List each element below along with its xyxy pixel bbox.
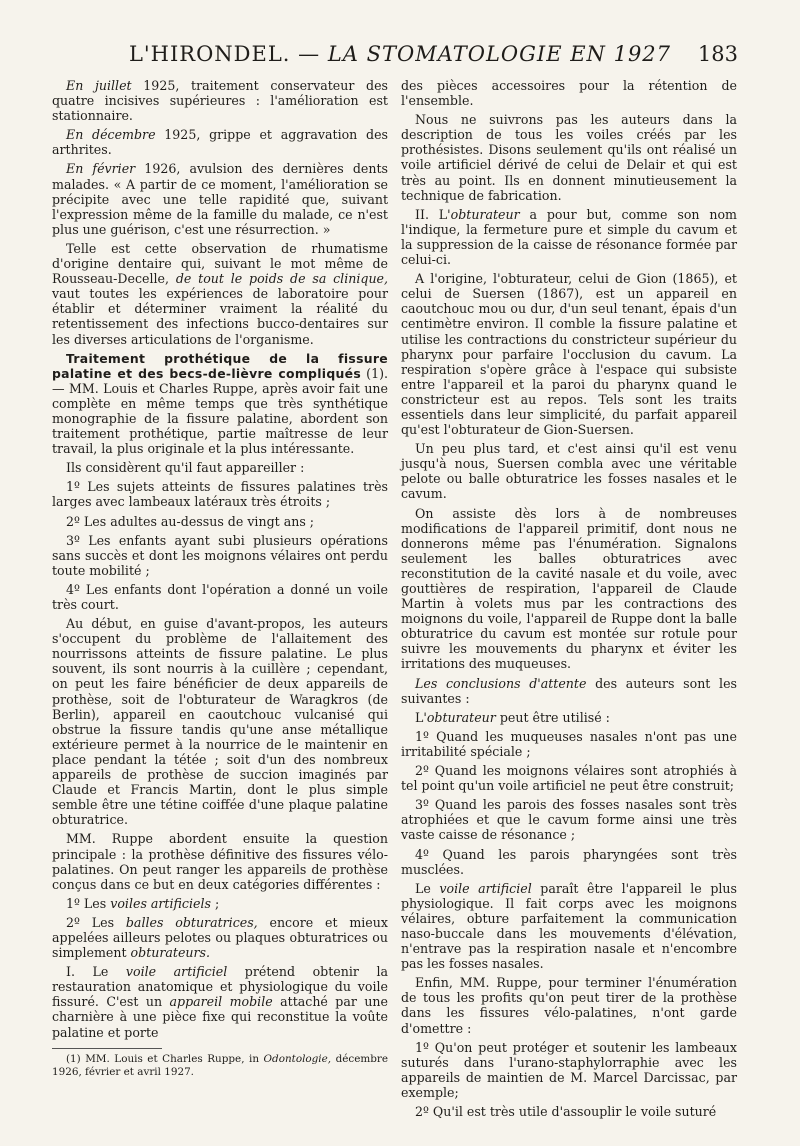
paragraph-text: 1925, traitement conservateur des quatre incisives supérieures : l'amélioration est stationnaire.: [52, 78, 389, 124]
paragraph-text: ;: [210, 895, 220, 911]
footnote-text: (1) MM. Louis et Charles Ruppe, in: [66, 1052, 264, 1065]
list-item: 2º Quand les moignons vélaires sont atrophiés à tel point qu'un voile artificiel ne peut être construit;: [401, 763, 737, 794]
paragraph: On assiste dès lors à de nombreuses modifications de l'appareil primitif, dont nous ne donnerons même pas l'énumération. Signalons seulement les balles obturatrices avec reconstitution de la cavité nasale et du voile, avec gouttières de respiration, l'appareil de Claude Martin à volets mus par les contractions des moignons du voile, l'appareil de Ruppe dont la balle obturatrice du cavum est montée sur rotule pour suivre les mouvements du pharynx et éviter les irritations des muqueuses.: [401, 505, 737, 672]
paragraph-text: prétend obtenir la restauration anatomique et physiologique du voile fissuré. C'est un: [52, 964, 388, 1010]
list-item: 1º Qu'on peut protéger et soutenir les lambeaux suturés dans l'urano-staphylorraphie avec les appareils de maintien de M. Marcel Darcissac, par exemple;: [401, 1039, 737, 1100]
paragraph: [52, 241, 388, 347]
paragraph: Ils considèrent qu'il faut appareiller :: [66, 460, 305, 476]
paragraph: A l'origine, l'obturateur, celui de Gion (1865), et celui de Suersen (1867), est un appareil en caoutchouc mou ou dur, d'un seul tenant, épais d'un centimètre environ. Il comble la fissure palatine et utilise les contractions du constricteur supérieur du pharynx pour parfaire l'occlusion du cavum. La respiration s'opère grâce à l'espace qui subsiste entre l'appareil et la paroi du pharynx quand le constricteur est au repos. Tels sont les traits essentiels dans leur simplicité, du parfait appareil qu'est l'obturateur de Gion-Suersen.: [401, 271, 737, 438]
list-item: 4º Les enfants dont l'opération a donné un voile très court.: [52, 581, 388, 612]
paragraph: Un peu plus tard, et c'est ainsi qu'il est venu jusqu'à nous, Suersen combla avec une véritable pelote ou balle obturatrice les fosses nasales et le cavum.: [401, 441, 737, 502]
emphasis: voiles artificiels: [110, 895, 211, 911]
emphasis: obturateur: [450, 206, 520, 222]
paragraph: [52, 78, 388, 123]
paragraph-text: attaché par une charnière à une pièce fixe qui reconstitue la voûte palatine et porte: [52, 994, 388, 1040]
emphasis: balles obturatrices,: [125, 914, 258, 930]
footnote: [52, 1053, 388, 1079]
emphasis: appareil mobile: [169, 994, 273, 1010]
paragraph: MM. Ruppe abordent ensuite la question principale : la prothèse définitive des fissures vélo-palatines. On peut ranger les appareils de prothèse conçus dans ce but en deux catégories différentes :: [52, 831, 388, 892]
paragraph: Au début, en guise d'avant-propos, les auteurs s'occupent du problème de l'allaitement des nourrissons atteints de fissure palatine. Le plus souvent, ils sont nourris à la cuillère ; cependant, on peut les faire bénéficier de deux appareils de prothèse, soit de l'obturateur de Waragkros (de Berlin), appareil en caoutchouc vulcanisé qui obstrue la fissure tandis qu'une anse métallique extérieure permet à la nourrice de le maintenir en place pendant la tétée ; soit d'un des nombreux appareils de prothèse de succion imaginés par Claude et Francis Martin, dont le plus simple semble être une tétine coiffée d'une plaque palatine obturatrice.: [52, 616, 388, 828]
emphasis: voile artificiel: [439, 880, 532, 896]
paragraph-text: des auteurs sont les suivantes :: [401, 675, 737, 706]
footnote-divider: [52, 1048, 162, 1049]
page-number: 183: [697, 42, 738, 66]
paragraph-text: (1). — MM. Louis et Charles Ruppe, après avoir fait une complète en même temps que très synthétique monographie de la fissure palatine, abordent son traitement prothétique, partie maîtresse de leur travail, la plus originale et la plus intéressante.: [52, 365, 388, 457]
paragraph-text: peut être utilisé :: [495, 709, 610, 725]
list-item: 3º Quand les parois des fosses nasales sont très atrophiées et que le cavum forme ainsi une très vaste caisse de résonance ;: [401, 797, 737, 843]
list-item: 1º Quand les muqueuses nasales n'ont pas une irritabilité spéciale ;: [401, 728, 737, 759]
emphasis: obturateur: [426, 709, 496, 725]
paragraph-text: 1926, avulsion des dernières dents malades. « A partir de ce moment, l'amélioration se précipite avec une telle rapidité que, suivant l'expression même de la famille du malade, ce n'est plus une guérison, c'est une résurrection. »: [52, 161, 388, 237]
list-item: 2º Qu'il est très utile d'assouplir le voile suturé: [415, 1104, 717, 1119]
paragraph: [401, 207, 737, 267]
paragraph-text: paraît être l'appareil le plus physiologique. Il fait corps avec les moignons vélaires, obture parfaitement la communication naso-buccale dans les mouvements d'élévation, n'entrave pas la respiration nasale et n'encombre pas les fosses nasales.: [401, 880, 737, 972]
right-column: [401, 78, 737, 1123]
emphasis: obturateurs.: [130, 945, 211, 961]
running-header: [0, 42, 800, 72]
paragraph-text: I. Le: [66, 964, 126, 980]
list-item: 3º Les enfants ayant subi plusieurs opérations sans succès et dont les moignons vélaires ont perdu toute mobilité ;: [52, 532, 388, 578]
paragraph: [401, 881, 737, 972]
running-title: [0, 42, 800, 66]
paragraph: Nous ne suivrons pas les auteurs dans la description de tous les voiles créés par les prothésistes. Disons seulement qu'ils ont réalisé un voile artificiel dérivé de celui de Delair et qui est très au point. Ils en donnent minutieusement la technique de fabrication.: [401, 112, 737, 203]
left-column: [52, 78, 388, 1083]
date-label: En juillet: [66, 78, 132, 93]
section-heading: Traitement prothétique de la fissure palatine et des becs-de-lièvre compliqués: [52, 350, 388, 381]
header-journal-title: LA STOMATOLOGIE EN 1927: [327, 42, 672, 66]
paragraph-text: encore et mieux appelées ailleurs pelotes ou plaques obturatrices ou simplement: [52, 914, 388, 961]
paragraph-text: 1º Les: [66, 895, 111, 911]
paragraph-text: L': [415, 709, 427, 725]
paragraph-text: a pour but, comme son nom l'indique, la fermeture pure et simple du cavum et la suppression de la caisse de résonance formée par celui-ci.: [401, 206, 737, 268]
paragraph: [401, 676, 737, 706]
paragraph: [52, 127, 388, 157]
footnote-text: décembre 1926, février et avril 1927.: [52, 1052, 388, 1078]
date-label: En février: [66, 161, 136, 177]
emphasis: voile artificiel: [125, 964, 228, 980]
paragraph-text: Telle est cette observation de rhumatisme d'origine dentaire qui, suivant le mot même de Rousseau-Decelle,: [52, 240, 388, 287]
emphasis: Odontologie,: [263, 1052, 332, 1065]
emphasis: Les conclusions d'attente: [415, 675, 587, 691]
date-label: En décembre: [66, 127, 156, 143]
paragraph-text: 1925, grippe et aggravation des arthrites.: [52, 127, 389, 158]
emphasis: de tout le poids de sa clinique,: [175, 271, 389, 287]
list-item: [52, 915, 388, 960]
paragraph: des pièces accessoires pour la rétention de l'ensemble.: [401, 78, 737, 109]
list-item: 2º Les adultes au-dessus de vingt ans ;: [66, 513, 315, 529]
paragraph-text: vaut toutes les expériences de laboratoire pour établir et déterminer vraiment la réalité du retentissement des infections bucco-dentaires sur les diverses articulations de l'organisme.: [52, 286, 388, 347]
list-item: [52, 896, 388, 911]
paragraph: [401, 710, 737, 725]
paragraph: [52, 161, 388, 236]
paragraph-text: 2º Les: [66, 914, 126, 930]
paragraph: Enfin, MM. Ruppe, pour terminer l'énumération de tous les profits qu'on peut tirer de la prothèse dans les fissures vélo-palatines, n'ont garde d'omettre :: [401, 975, 737, 1036]
paragraph: [52, 964, 388, 1039]
paragraph-text: II. L': [415, 206, 451, 222]
paragraph-text: Le: [415, 880, 440, 896]
list-item: 1º Les sujets atteints de fissures palatines très larges avec lambeaux latéraux très étroits ;: [52, 479, 388, 510]
header-author: L'HIRONDEL. —: [128, 42, 328, 66]
list-item: 4º Quand les parois pharyngées sont très musclées.: [401, 846, 737, 877]
section-paragraph: [52, 351, 388, 457]
